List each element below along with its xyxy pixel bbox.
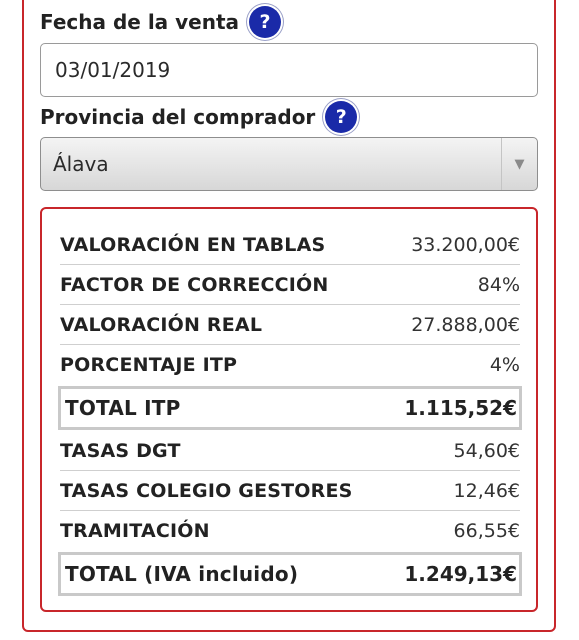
result-label: VALORACIÓN EN TABLAS bbox=[60, 233, 326, 256]
total-value: 1.249,13€ bbox=[404, 562, 517, 586]
result-row-tramitacion bbox=[60, 511, 520, 551]
date-help-icon[interactable]: ? bbox=[249, 6, 281, 38]
result-label: FACTOR DE CORRECCIÓN bbox=[60, 273, 329, 296]
result-row-tasas-dgt bbox=[60, 431, 520, 471]
result-label: TRAMITACIÓN bbox=[60, 520, 210, 542]
result-value: 4% bbox=[489, 354, 520, 376]
date-label-text: Fecha de la venta bbox=[40, 10, 240, 34]
province-select[interactable] bbox=[40, 137, 538, 191]
results-panel bbox=[40, 207, 538, 612]
province-help-icon[interactable]: ? bbox=[325, 101, 357, 133]
result-row-valoracion-real bbox=[60, 305, 520, 345]
result-row-total-iva bbox=[58, 552, 522, 596]
result-row-valoracion-tablas bbox=[60, 225, 520, 265]
result-row-tasas-colegio bbox=[60, 471, 520, 511]
result-value: 84% bbox=[477, 273, 520, 296]
date-field-label bbox=[40, 6, 281, 38]
sale-date-input[interactable] bbox=[40, 43, 538, 97]
total-label: TOTAL ITP bbox=[65, 396, 181, 420]
result-label: TASAS COLEGIO GESTORES bbox=[60, 479, 353, 502]
result-value: 12,46€ bbox=[453, 479, 520, 502]
total-value: 1.115,52€ bbox=[404, 396, 517, 420]
result-value: 33.200,00€ bbox=[411, 233, 520, 256]
province-label-text: Provincia del comprador bbox=[40, 105, 316, 129]
result-value: 54,60€ bbox=[453, 439, 520, 462]
result-row-porcentaje-itp bbox=[60, 345, 520, 385]
province-field-label bbox=[40, 101, 357, 133]
result-label: VALORACIÓN REAL bbox=[60, 313, 263, 336]
result-row-factor-correccion bbox=[60, 265, 520, 305]
result-value: 66,55€ bbox=[453, 520, 520, 542]
chevron-down-icon: ▼ bbox=[501, 138, 537, 190]
province-selected-value: Álava bbox=[53, 152, 109, 176]
result-label: PORCENTAJE ITP bbox=[60, 354, 238, 376]
total-label: TOTAL (IVA incluido) bbox=[65, 562, 299, 586]
result-label: TASAS DGT bbox=[60, 439, 181, 462]
result-row-total-itp bbox=[58, 386, 522, 430]
result-value: 27.888,00€ bbox=[411, 313, 520, 336]
